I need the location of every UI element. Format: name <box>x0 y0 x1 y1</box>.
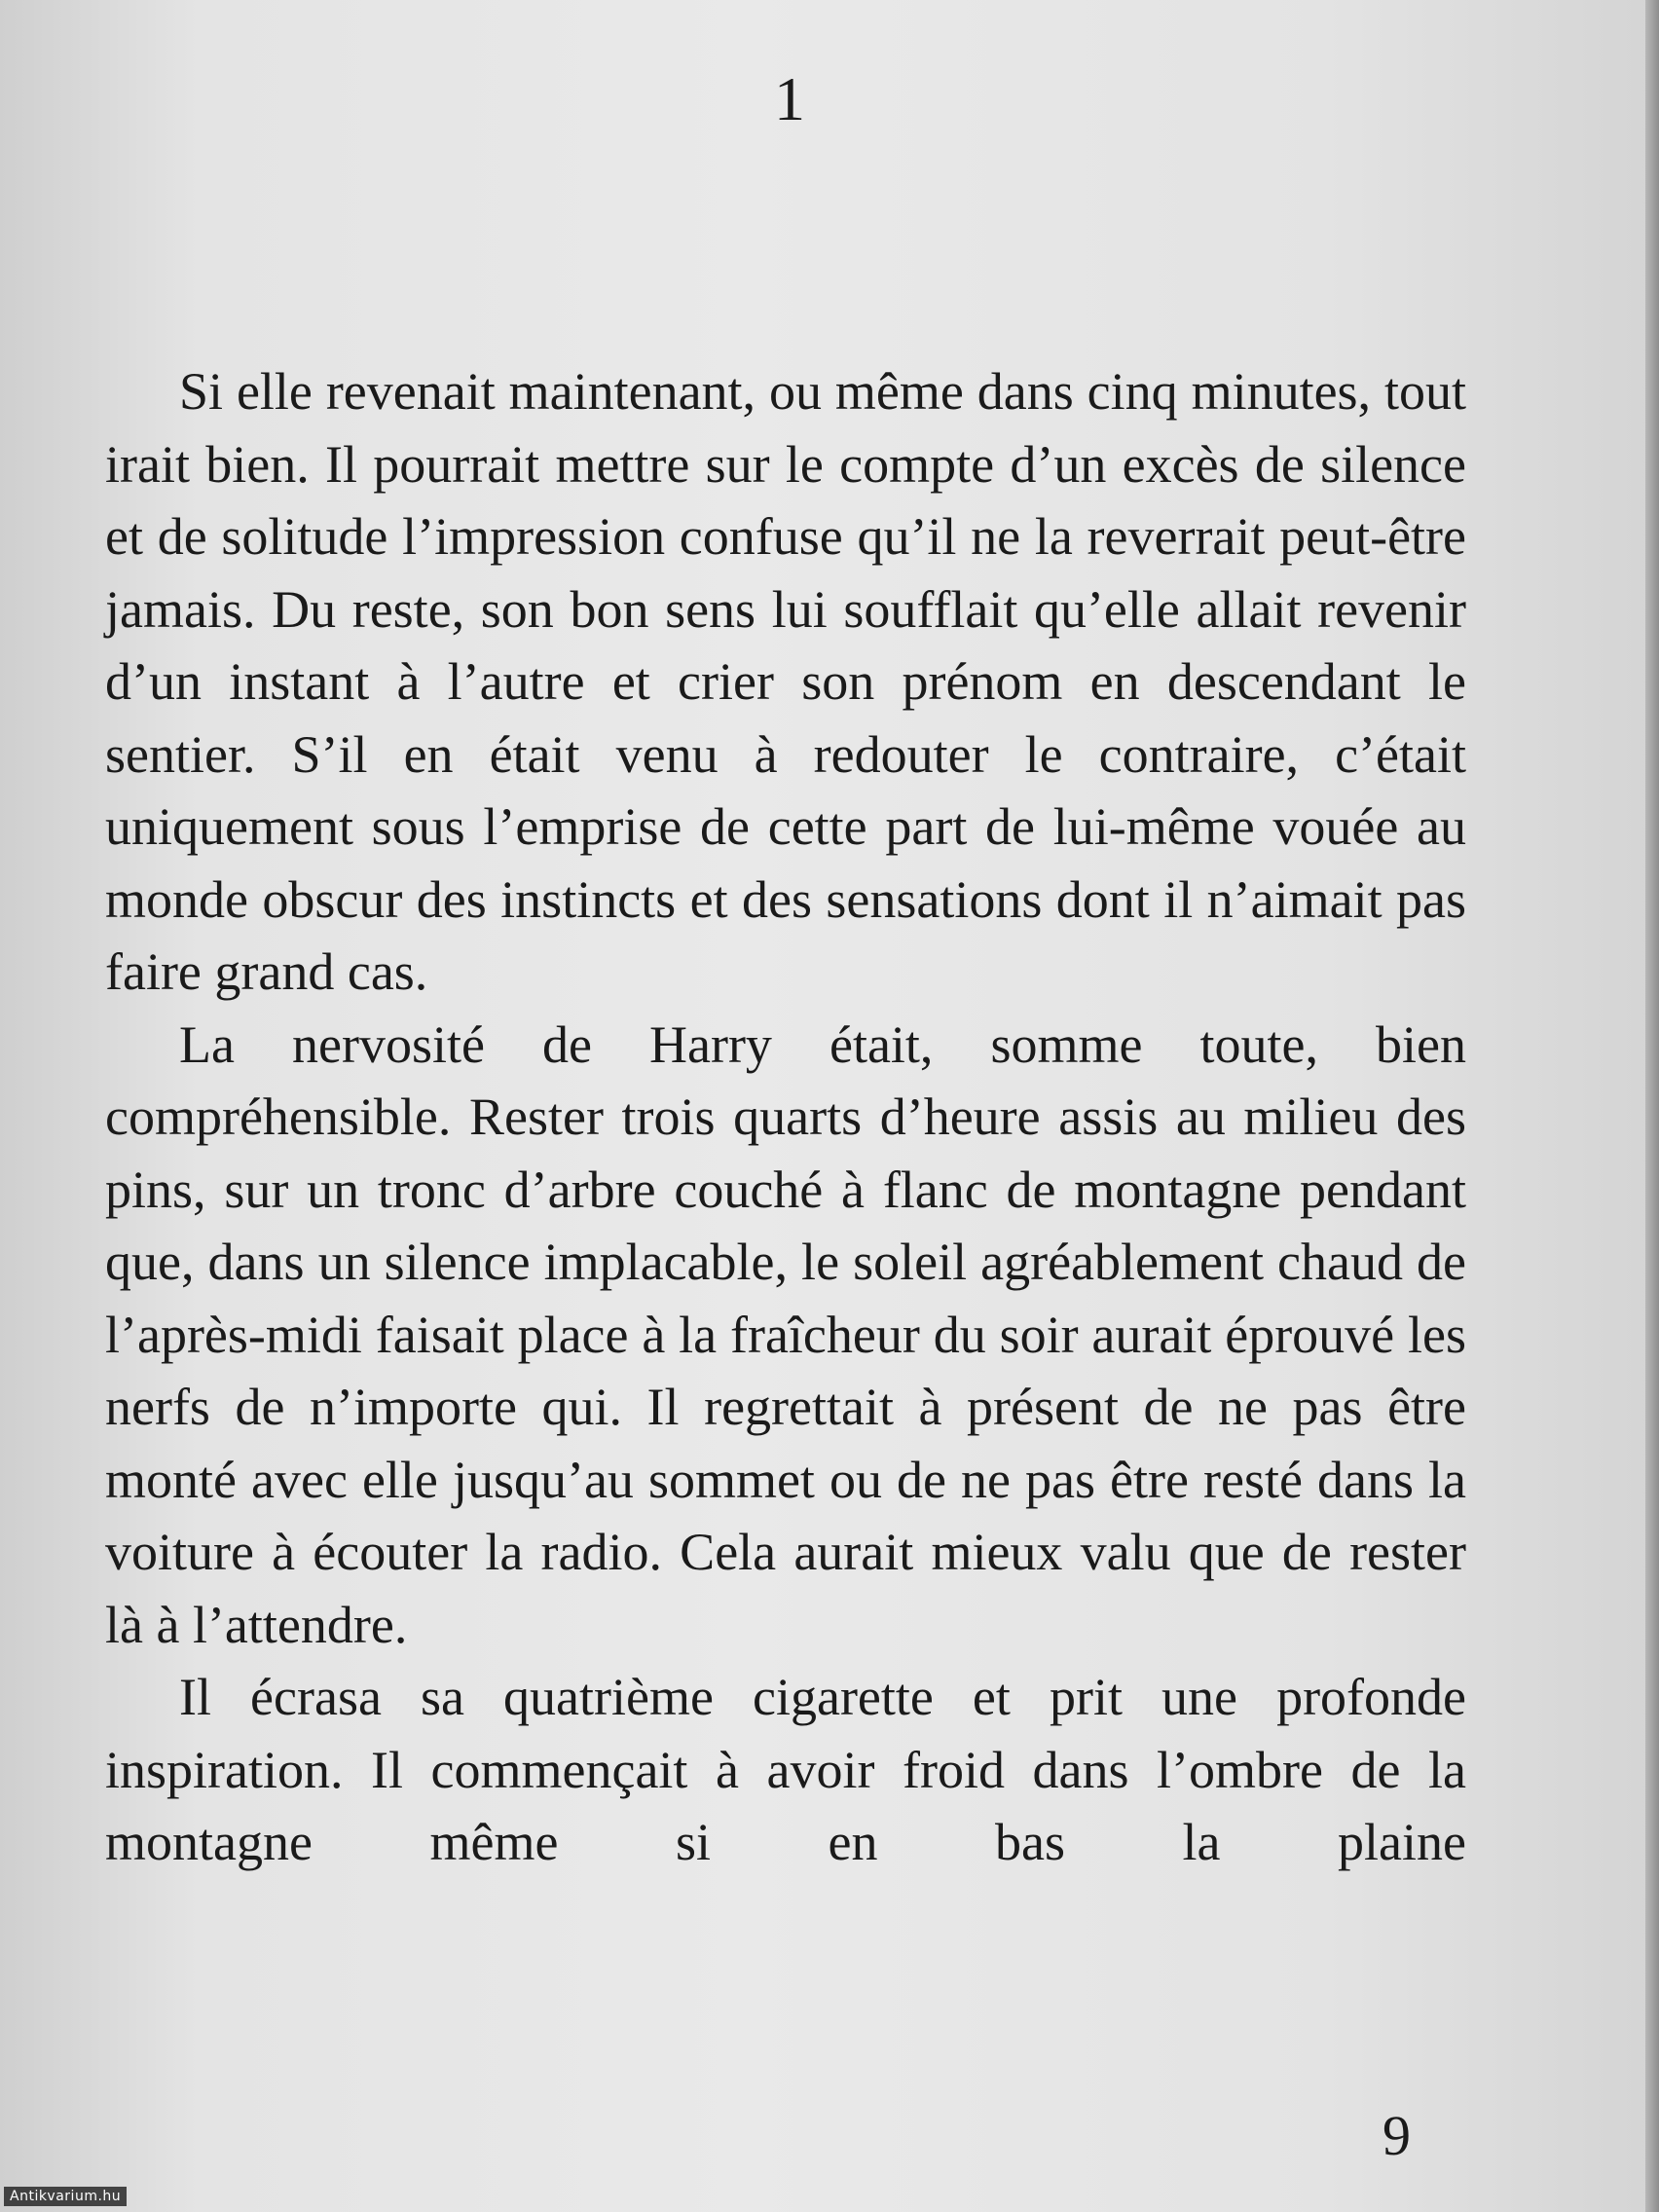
paragraph-2: La nervosité de Harry était, somme toute, bien compréhensible. Rester trois quarts d’heure assis au milieu des pins, sur un tronc d’arbre couché à flanc de montagne pendant que, dans un silence implacable, le soleil agréablement chaud de l’après-midi faisait place à la fraîcheur du soir aurait éprouvé les nerfs de n’importe qui. Il regrettait à présent de ne pas être monté avec elle jusqu’au sommet ou de ne pas être resté dans la voiture à écouter la radio. Cela aurait mieux valu que de rester là à l’attendre. <box>105 1014 1466 1654</box>
body-text <box>105 355 1466 1879</box>
chapter-number: 1 <box>774 64 805 133</box>
paragraph-1: Si elle revenait maintenant, ou même dans cinq minutes, tout irait bien. Il pourrait mettre sur le compte d’un excès de silence et de solitude l’impression confuse qu’il ne la reverrait peut-être jamais. Du reste, son bon sens lui soufflait qu’elle allait revenir d’un instant à l’autre et crier son prénom en descendant le sentier. S’il en était venu à redouter le contraire, c’était uniquement sous l’emprise de cette part de lui-même vouée au monde obscur des instincts et des sensations dont il n’aimait pas faire grand cas. <box>105 362 1466 1001</box>
watermark: Antikvarium.hu <box>4 2187 127 2206</box>
paragraph-3: Il écrasa sa quatrième cigarette et prit une profonde inspiration. Il commençait à avoir froid dans l’ombre de la montagne même si en bas la plaine <box>105 1668 1466 1871</box>
page-number: 9 <box>1382 2104 1411 2167</box>
page-edge <box>1645 0 1659 2212</box>
